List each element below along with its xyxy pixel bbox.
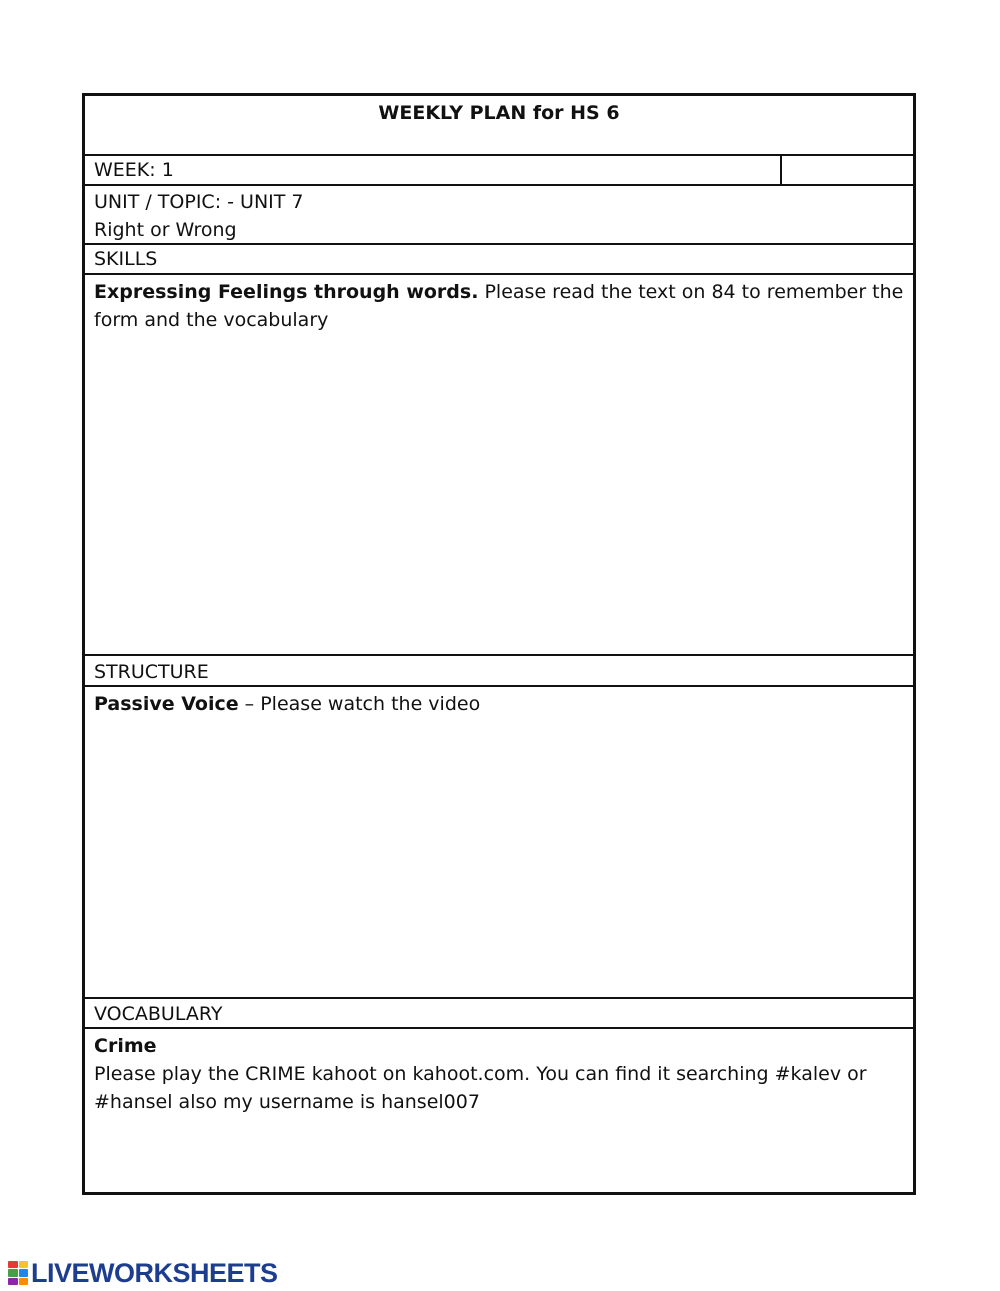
week-label: WEEK: 1 (94, 159, 174, 181)
logo-square (8, 1278, 18, 1285)
logo-square (19, 1269, 29, 1276)
unit-topic-label: UNIT / TOPIC: - UNIT 7 (94, 191, 304, 213)
vocabulary-instruction: Please play the CRIME kahoot on kahoot.com. You can find it searching #kalev or #hansel also my username is hansel007 (94, 1063, 867, 1113)
weekly-plan-table (82, 93, 916, 1195)
plan-title (85, 96, 913, 156)
week-cell (85, 156, 782, 184)
unit-topic-name: Right or Wrong (94, 219, 237, 241)
unit-topic-row (85, 186, 913, 245)
skills-content (85, 275, 913, 656)
liveworksheets-logo-text: LIVEWORKSHEETS (31, 1257, 278, 1288)
logo-square (8, 1269, 18, 1276)
structure-content (85, 687, 913, 999)
plan-title-text: WEEKLY PLAN for HS 6 (378, 102, 620, 124)
vocabulary-heading (85, 999, 913, 1029)
structure-instruction: – Please watch the video (238, 693, 481, 715)
skills-instruction: Please read the text on 84 to remember the form and the vocabulary (94, 281, 904, 331)
vocabulary-topic: Crime (94, 1035, 157, 1057)
week-row (85, 156, 913, 186)
liveworksheets-logo-icon (8, 1261, 28, 1285)
logo-square (19, 1278, 29, 1285)
liveworksheets-logo[interactable] (8, 1258, 278, 1288)
structure-heading (85, 656, 913, 687)
vocabulary-heading-text: VOCABULARY (94, 1003, 223, 1025)
skills-heading (85, 245, 913, 275)
skills-heading-text: SKILLS (94, 248, 158, 270)
skills-topic: Expressing Feelings through words. (94, 281, 479, 303)
vocabulary-content (85, 1029, 913, 1192)
logo-square (8, 1261, 18, 1268)
structure-heading-text: STRUCTURE (94, 661, 209, 683)
structure-topic: Passive Voice (94, 693, 239, 715)
logo-square (19, 1261, 29, 1268)
week-blank-cell (782, 156, 913, 184)
